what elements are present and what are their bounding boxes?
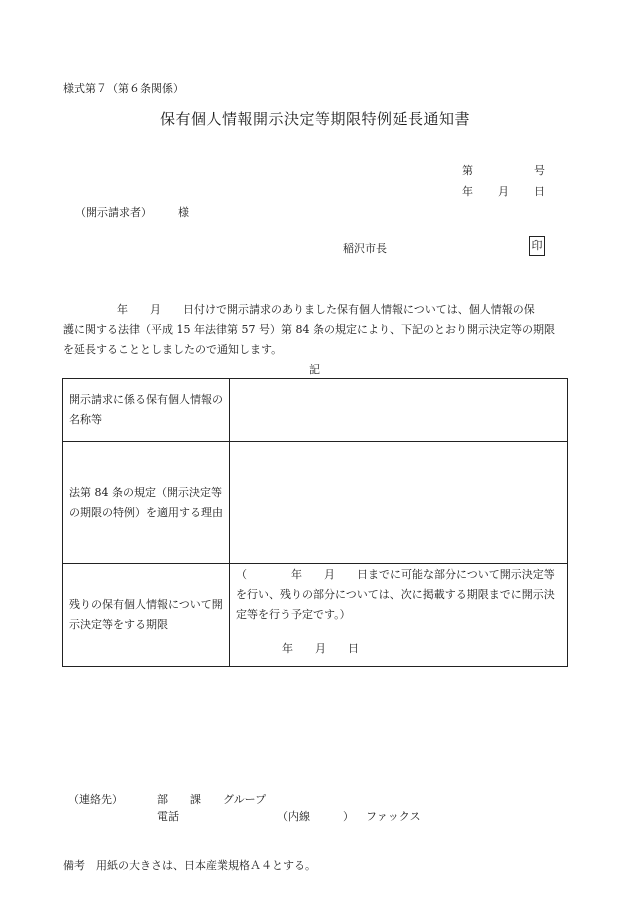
table-row [63,442,568,564]
form-number: 様式第７（第６条関係） [63,82,184,95]
ki-heading: 記 [309,363,320,376]
date-month-label: 月 [498,185,509,198]
row3-value [230,564,568,667]
contact-department: 部 課 グループ [157,793,267,806]
recipient-honorific: 様 [178,206,189,219]
row2-value [230,442,568,564]
table-row [63,379,568,442]
seal-mark: 印 [529,236,545,256]
row1-label: 開示請求に係る保有個人情報の名称等 [63,379,230,442]
row2-label: 法第 84 条の規定（開示決定等の期限の特例）を適用する理由 [63,442,230,564]
body-line-3: を延長することとしましたので通知します。 [63,343,283,356]
row3-date: 年 月 日 [282,642,359,655]
detail-table [62,378,568,667]
contact-fax: ファックス [366,810,421,823]
number-prefix: 第 [462,164,473,177]
document-title: 保有個人情報開示決定等期限特例延長通知書 [159,110,470,128]
table-row [63,564,568,667]
row3-label: 残りの保有個人情報について開示決定等をする期限 [63,564,230,667]
date-year-label: 年 [462,185,473,198]
body-line-2: 護に関する法律（平成 15 年法律第 57 号）第 84 条の規定により、下記のとおり開示決定等の期限 [63,323,555,336]
number-suffix: 号 [534,164,545,177]
footnote: 備考 用紙の大きさは、日本産業規格Ａ４とする。 [63,859,316,872]
body-line-1: 年 月 日付けで開示請求のありました保有個人情報については、個人情報の保 [117,303,535,316]
date-day-label: 日 [534,185,545,198]
contact-phone: 電話 [157,810,179,823]
body-paragraph [63,300,569,360]
row3-text: （ 年 月 日までに可能な部分について開示決定等を行い、残りの部分については、次に掲載する期限までに開示決定等を行う予定です。） [236,568,555,621]
contact-label: （連絡先） [68,793,123,806]
contact-extension: （内線 ） [277,810,354,823]
sender-title: 稲沢市長 [343,242,387,255]
row1-value [230,379,568,442]
recipient-label: （開示請求者） [75,206,152,219]
